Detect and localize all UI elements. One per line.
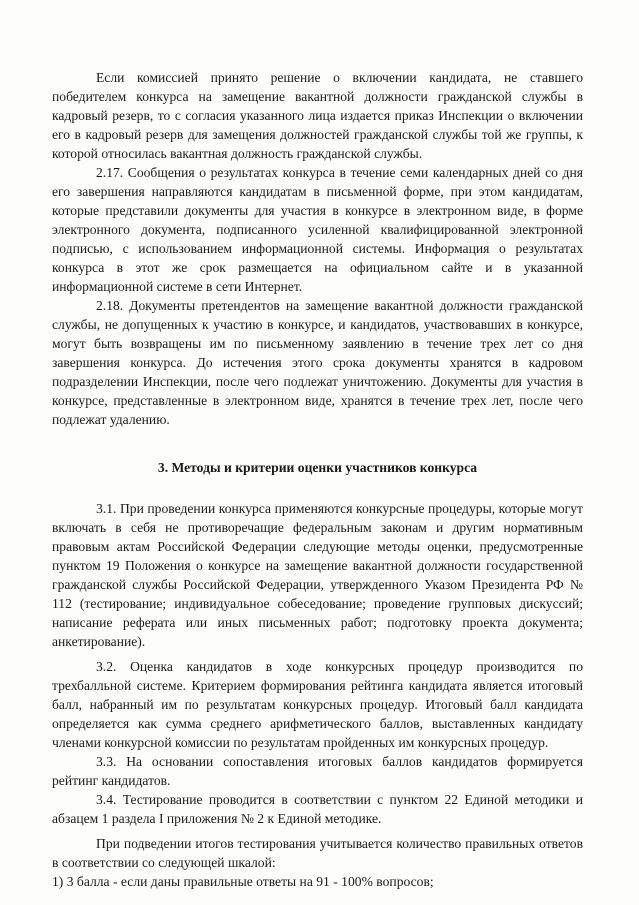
paragraph-3-4: 3.4. Тестирование проводится в соответствии с пунктом 22 Единой методики и абзацем 1 раздела I приложения № 2 к Единой методике. xyxy=(52,792,583,826)
paragraph-2-17: 2.17. Сообщения о результатах конкурса в течение семи календарных дней со дня его завершения направляются кандидатам в письменной форме, при этом кандидатам, которые представили документы для участия в конкурсе в электронном виде, в форме электронного документа, подписанного усиленной квалифицированной электронной подписью, с использованием информационной системы. Информация о результатах конкурса в этот же срок размещается на официальном сайте и в указанной информационной системе в сети Интернет. xyxy=(52,165,583,294)
paragraph-3-1: 3.1. При проведении конкурса применяются конкурсные процедуры, которые могут включать в себя не противоречащие федеральным законам и другим нормативным правовым актам Российской Федерации следующие методы оценки, предусмотренные пунктом 19 Положения о конкурсе на замещение вакантной должности государственной гражданской службы Российской Федерации, утвержденного Указом Президента РФ № 112 (тестирование; индивидуальное собеседование; проведение групповых дискуссий; написание реферата или иных письменных работ; подготовку проекта документа; анкетирование). xyxy=(52,501,583,649)
paragraph-3-3: 3.3. На основании сопоставления итоговых баллов кандидатов формируется рейтинг кандидатов. xyxy=(52,754,583,788)
paragraph-3-2: 3.2. Оценка кандидатов в ходе конкурсных процедур производится по трехбалльной системе. Критерием формирования рейтинга кандидата является итоговый балл, набранный им по результатам конкурсных процедур. Итоговый балл кандидата определяется как сумма среднего арифметического баллов, выставленных кандидату членами конкурсной комиссии по результатам пройденных им конкурсных процедур. xyxy=(52,659,583,750)
section-heading: 3. Методы и критерии оценки участников конкурса xyxy=(157,460,478,475)
list-item-scoring-1: 1) 3 балла - если даны правильные ответы на 91 - 100% вопросов; xyxy=(52,874,434,889)
paragraph-scoring-intro: При подведении итогов тестирования учитывается количество правильных ответов в соответствии со следующей шкалой: xyxy=(52,836,583,870)
paragraph-reserve: Если комиссией принято решение о включении кандидата, не ставшего победителем конкурса на замещение вакантной должности гражданской службы в кадровый резерв, то с согласия указанного лица издается приказ Инспекции о включении его в кадровый резерв для замещения должностей гражданской службы той же группы, к которой относилась вакантная должность гражданской службы. xyxy=(52,70,583,161)
paragraph-2-18: 2.18. Документы претендентов на замещение вакантной должности гражданской службы, не допущенных к участию в конкурсе, и кандидатов, участвовавших в конкурсе, могут быть возвращены им по письменному заявлению в течение трех лет со дня завершения конкурса. До истечения этого срока документы хранятся в кадровом подразделении Инспекции, после чего подлежат уничтожению. Документы для участия в конкурсе, представленные в электронном виде, хранятся в течение трех лет, после чего подлежат удалению. xyxy=(52,298,583,427)
